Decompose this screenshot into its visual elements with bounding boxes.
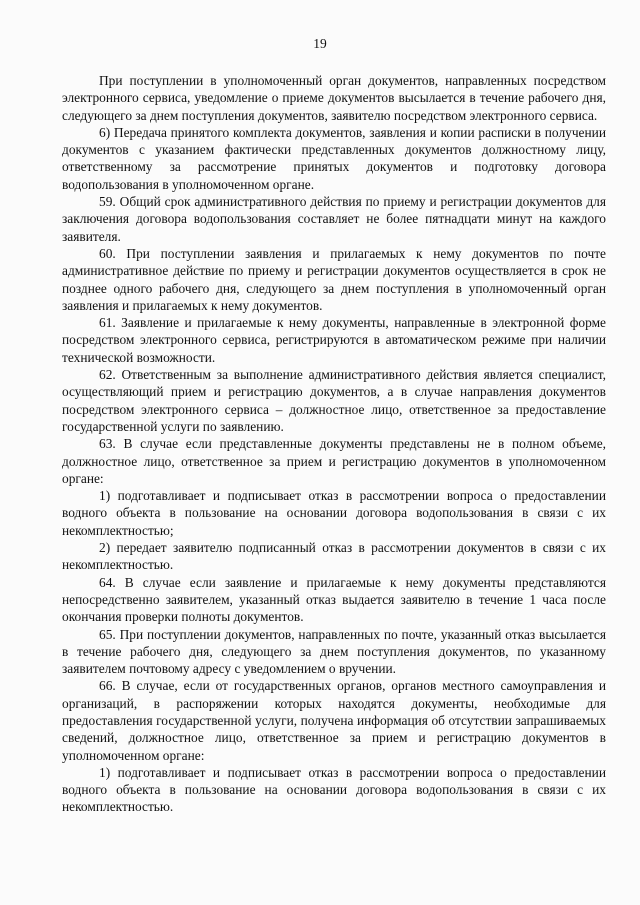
paragraph: 59. Общий срок административного действия по приему и регистрации документов для заключения договора водопользования составляет не более пятнадцати минут на каждого заявителя. bbox=[62, 194, 606, 244]
paragraph: 64. В случае если заявление и прилагаемые к нему документы представляются непосредственно заявителем, указанный отказ выдается заявителю в течение 1 часа после окончания проверки полноты документов. bbox=[62, 574, 606, 625]
paragraph: 61. Заявление и прилагаемые к нему документы, направленные в электронной форме посредством электронного сервиса, регистрируются в автоматическом режиме при наличии технической возможности. bbox=[62, 315, 606, 365]
paragraph: 6) Передача принятого комплекта документов, заявления и копии расписки в получении документов с указанием фактически представленных документов должностному лицу, ответственному за рассмотрение принятых документов и подготовку договора водопользования в уполномоченном органе. bbox=[62, 124, 606, 192]
paragraph: 2) передает заявителю подписанный отказ в рассмотрении документов в связи с их некомплектностью. bbox=[62, 540, 606, 573]
paragraph: 60. При поступлении заявления и прилагаемых к нему документов по почте административное действие по приему и регистрации документов осуществляется в срок не позднее одного рабочего дня, следующего за днем поступления в уполномоченный орган заявления и прилагаемых к нему документов. bbox=[62, 245, 606, 313]
paragraph: 1) подготавливает и подписывает отказ в рассмотрении вопроса о предоставлении водного объекта в пользование на основании договора водопользования в связи с их некомплектностью; bbox=[62, 488, 606, 538]
document-body bbox=[62, 72, 606, 816]
paragraph: 66. В случае, если от государственных органов, органов местного самоуправления и организаций, в распоряжении которых находятся документы, необходимые для предоставления государственной услуги, получена информация об отсутствии запрашиваемых сведений, должностное лицо, ответственное за прием и регистрацию документов в уполномоченном органе: bbox=[62, 678, 606, 763]
paragraph: 65. При поступлении документов, направленных по почте, указанный отказ высылается в течение рабочего дня, следующего за днем поступления документов, по указанному заявителем почтовому адресу с уведомлением о вручении. bbox=[62, 626, 606, 677]
paragraph: 1) подготавливает и подписывает отказ в рассмотрении вопроса о предоставлении водного объекта в пользование на основании договора водопользования в связи с их некомплектностью. bbox=[62, 764, 606, 815]
paragraph: 63. В случае если представленные документы представлены не в полном объеме, должностное лицо, ответственное за прием и регистрацию документов в уполномоченном органе: bbox=[62, 436, 606, 486]
page-number: 19 bbox=[313, 36, 327, 51]
paragraph: 62. Ответственным за выполнение административного действия является специалист, осуществляющий прием и регистрацию документов, а в случае направления документов посредством электронного сервиса – должностное лицо, ответственное за предоставление государственной услуги по заявлению. bbox=[62, 367, 606, 434]
paragraph: При поступлении в уполномоченный орган документов, направленных посредством электронного сервиса, уведомление о приеме документов высылается в течение рабочего дня, следующего за днем поступления документов, заявителю посредством электронного сервиса. bbox=[62, 73, 606, 123]
